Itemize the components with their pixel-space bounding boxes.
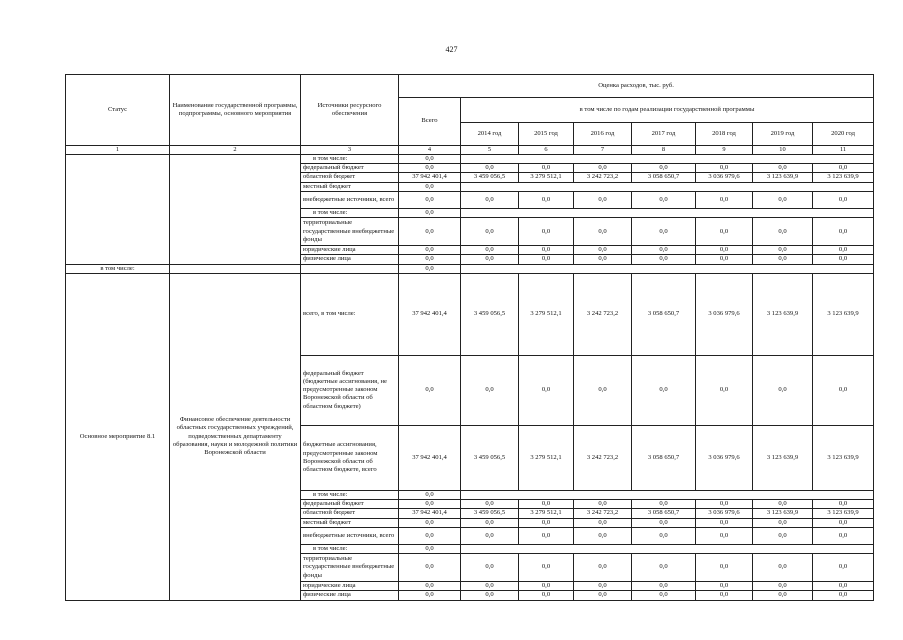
value-cell: 0,0 xyxy=(696,500,753,509)
value-cell: 0,0 xyxy=(632,500,696,509)
table-header xyxy=(66,75,874,155)
value-cell: 0,0 xyxy=(519,218,574,246)
value-cell: 3 058 650,7 xyxy=(632,509,696,518)
value-cell: 0,0 xyxy=(813,255,874,264)
value-cell: 37 942 401,4 xyxy=(399,273,461,355)
value-cell: 0,0 xyxy=(753,164,813,173)
value-cell: 0,0 xyxy=(519,355,574,425)
value-cell: 0,0 xyxy=(696,554,753,582)
value-cell: 0,0 xyxy=(399,255,461,264)
value-cell: 0,0 xyxy=(574,554,632,582)
source-cell: юридические лица xyxy=(301,246,399,255)
status-cell: Основное мероприятие 8.1 xyxy=(66,273,170,600)
value-cell: 0,0 xyxy=(574,255,632,264)
source-cell: в том числе: xyxy=(301,490,399,499)
total-cell: 0,0 xyxy=(399,182,461,191)
source-cell: физические лица xyxy=(301,255,399,264)
source-cell: федеральный бюджет xyxy=(301,500,399,509)
value-cell: 0,0 xyxy=(574,500,632,509)
value-cell: 3 036 979,6 xyxy=(696,425,753,490)
value-cell: 0,0 xyxy=(574,246,632,255)
value-cell: 0,0 xyxy=(519,246,574,255)
header-year: 2015 год xyxy=(519,123,574,146)
column-number: 1 xyxy=(66,146,170,155)
expenditure-table xyxy=(65,74,874,601)
total-cell: 0,0 xyxy=(399,544,461,553)
value-cell: 3 242 723,2 xyxy=(574,273,632,355)
value-cell: 0,0 xyxy=(574,355,632,425)
value-cell: 3 036 979,6 xyxy=(696,173,753,182)
value-cell: 37 942 401,4 xyxy=(399,425,461,490)
value-cell: 0,0 xyxy=(461,582,519,591)
value-cell: 3 058 650,7 xyxy=(632,273,696,355)
table-row xyxy=(66,273,874,355)
value-cell: 3 459 056,5 xyxy=(461,509,519,518)
value-cell: 0,0 xyxy=(574,582,632,591)
value-cell: 0,0 xyxy=(753,554,813,582)
source-cell: всего, в том числе: xyxy=(301,273,399,355)
header-status: Статус xyxy=(66,75,170,146)
value-cell: 0,0 xyxy=(519,255,574,264)
value-cell: 0,0 xyxy=(461,191,519,208)
header-year: 2018 год xyxy=(696,123,753,146)
value-cell: 0,0 xyxy=(461,518,519,527)
value-cell: 0,0 xyxy=(399,191,461,208)
source-cell: внебюджетные источники, всего xyxy=(301,191,399,208)
total-cell: 0,0 xyxy=(399,264,461,273)
value-cell: 3 459 056,5 xyxy=(461,425,519,490)
value-cell: 3 279 512,1 xyxy=(519,273,574,355)
value-cell: 0,0 xyxy=(461,554,519,582)
value-cell: 0,0 xyxy=(753,191,813,208)
value-cell: 0,0 xyxy=(632,246,696,255)
column-number: 9 xyxy=(696,146,753,155)
value-cell: 0,0 xyxy=(399,527,461,544)
value-cell: 3 123 639,9 xyxy=(753,173,813,182)
source-cell: областной бюджет xyxy=(301,173,399,182)
source-cell: юридические лица xyxy=(301,582,399,591)
value-cell: 37 942 401,4 xyxy=(399,173,461,182)
value-cell: 0,0 xyxy=(632,527,696,544)
empty-cell xyxy=(461,544,874,553)
value-cell: 3 459 056,5 xyxy=(461,273,519,355)
header-by-years: в том числе по годам реализации государственной программы xyxy=(461,98,874,123)
value-cell: 0,0 xyxy=(632,255,696,264)
value-cell: 0,0 xyxy=(753,355,813,425)
value-cell: 0,0 xyxy=(813,518,874,527)
value-cell: 0,0 xyxy=(753,500,813,509)
value-cell: 0,0 xyxy=(519,591,574,600)
value-cell: 0,0 xyxy=(632,218,696,246)
empty-cell xyxy=(461,264,874,273)
value-cell: 3 123 639,9 xyxy=(813,509,874,518)
column-number: 5 xyxy=(461,146,519,155)
value-cell: 0,0 xyxy=(461,255,519,264)
total-cell: 0,0 xyxy=(399,208,461,217)
value-cell: 0,0 xyxy=(574,591,632,600)
value-cell: 0,0 xyxy=(399,218,461,246)
column-number: 4 xyxy=(399,146,461,155)
value-cell: 0,0 xyxy=(753,246,813,255)
value-cell: 0,0 xyxy=(399,554,461,582)
value-cell: 3 058 650,7 xyxy=(632,425,696,490)
source-cell: физические лица xyxy=(301,591,399,600)
value-cell: 0,0 xyxy=(519,527,574,544)
source-cell: в том числе: xyxy=(301,208,399,217)
value-cell: 0,0 xyxy=(399,591,461,600)
value-cell: 0,0 xyxy=(696,518,753,527)
source-cell: в том числе: xyxy=(301,544,399,553)
value-cell: 3 123 639,9 xyxy=(753,509,813,518)
value-cell: 0,0 xyxy=(632,582,696,591)
header-total: Всего xyxy=(399,98,461,146)
column-number: 6 xyxy=(519,146,574,155)
value-cell: 0,0 xyxy=(813,554,874,582)
source-cell: местный бюджет xyxy=(301,518,399,527)
column-number: 7 xyxy=(574,146,632,155)
value-cell: 3 242 723,2 xyxy=(574,173,632,182)
empty-cell xyxy=(461,208,874,217)
column-number: 10 xyxy=(753,146,813,155)
empty-cell xyxy=(461,155,874,164)
value-cell: 0,0 xyxy=(574,164,632,173)
value-cell: 0,0 xyxy=(574,518,632,527)
header-estimate: Оценка расходов, тыс. руб. xyxy=(399,75,874,98)
value-cell: 3 123 639,9 xyxy=(813,425,874,490)
source-cell: в том числе: xyxy=(301,155,399,164)
status-cell: в том числе: xyxy=(66,264,170,273)
header-sources: Источники ресурсного обеспечения xyxy=(301,75,399,146)
name-cell: Финансовое обеспечение деятельности областных государственных учреждений, подведомственных департаменту образования, науки и молодежной политики Воронежской области xyxy=(170,273,301,600)
value-cell: 0,0 xyxy=(813,164,874,173)
value-cell: 0,0 xyxy=(519,518,574,527)
value-cell: 3 036 979,6 xyxy=(696,509,753,518)
value-cell: 3 242 723,2 xyxy=(574,509,632,518)
header-year: 2020 год xyxy=(813,123,874,146)
value-cell: 0,0 xyxy=(519,582,574,591)
value-cell: 0,0 xyxy=(753,582,813,591)
value-cell: 0,0 xyxy=(399,500,461,509)
value-cell: 0,0 xyxy=(753,591,813,600)
value-cell: 0,0 xyxy=(632,164,696,173)
table-body xyxy=(66,155,874,601)
value-cell: 0,0 xyxy=(399,164,461,173)
value-cell: 0,0 xyxy=(696,355,753,425)
column-number: 8 xyxy=(632,146,696,155)
value-cell: 0,0 xyxy=(813,591,874,600)
header-year: 2019 год xyxy=(753,123,813,146)
value-cell: 0,0 xyxy=(399,246,461,255)
source-cell: бюджетные ассигнования, предусмотренные законом Воронежской области об областном бюджете, всего xyxy=(301,425,399,490)
header-year: 2014 год xyxy=(461,123,519,146)
value-cell: 0,0 xyxy=(813,355,874,425)
value-cell: 0,0 xyxy=(813,246,874,255)
value-cell: 0,0 xyxy=(574,527,632,544)
table-row xyxy=(66,155,874,164)
value-cell: 0,0 xyxy=(696,527,753,544)
value-cell: 0,0 xyxy=(632,355,696,425)
value-cell: 0,0 xyxy=(813,191,874,208)
table-row xyxy=(66,264,874,273)
page-number: 427 xyxy=(445,45,458,54)
value-cell: 0,0 xyxy=(574,218,632,246)
source-cell xyxy=(301,264,399,273)
source-cell: областной бюджет xyxy=(301,509,399,518)
value-cell: 0,0 xyxy=(813,500,874,509)
value-cell: 0,0 xyxy=(696,164,753,173)
value-cell: 0,0 xyxy=(753,518,813,527)
source-cell: территориальные государственные внебюджетные фонды xyxy=(301,218,399,246)
empty-cell xyxy=(461,490,874,499)
value-cell: 3 036 979,6 xyxy=(696,273,753,355)
value-cell: 0,0 xyxy=(632,191,696,208)
value-cell: 0,0 xyxy=(519,191,574,208)
value-cell: 0,0 xyxy=(753,255,813,264)
header-year: 2016 год xyxy=(574,123,632,146)
value-cell: 0,0 xyxy=(461,591,519,600)
source-cell: федеральный бюджет xyxy=(301,164,399,173)
source-cell: внебюджетные источники, всего xyxy=(301,527,399,544)
value-cell: 3 242 723,2 xyxy=(574,425,632,490)
header-year: 2017 год xyxy=(632,123,696,146)
column-number: 3 xyxy=(301,146,399,155)
total-cell: 0,0 xyxy=(399,490,461,499)
value-cell: 37 942 401,4 xyxy=(399,509,461,518)
name-cell xyxy=(170,155,301,265)
value-cell: 0,0 xyxy=(696,191,753,208)
status-cell xyxy=(66,155,170,265)
value-cell: 3 279 512,1 xyxy=(519,509,574,518)
value-cell: 0,0 xyxy=(696,246,753,255)
source-cell: федеральный бюджет (бюджетные ассигнования, не предусмотренные законом Воронежской области об областном бюджете) xyxy=(301,355,399,425)
source-cell: местный бюджет xyxy=(301,182,399,191)
value-cell: 0,0 xyxy=(461,355,519,425)
total-cell: 0,0 xyxy=(399,155,461,164)
value-cell: 3 279 512,1 xyxy=(519,173,574,182)
value-cell: 0,0 xyxy=(461,164,519,173)
header-name: Наименование государственной программы, подпрограммы, основного мероприятия xyxy=(170,75,301,146)
value-cell: 0,0 xyxy=(461,527,519,544)
value-cell: 0,0 xyxy=(519,554,574,582)
value-cell: 3 058 650,7 xyxy=(632,173,696,182)
source-cell: территориальные государственные внебюджетные фонды xyxy=(301,554,399,582)
value-cell: 0,0 xyxy=(632,591,696,600)
value-cell: 0,0 xyxy=(461,500,519,509)
value-cell: 3 123 639,9 xyxy=(813,173,874,182)
value-cell: 0,0 xyxy=(813,218,874,246)
empty-cell xyxy=(461,182,874,191)
value-cell: 0,0 xyxy=(696,582,753,591)
value-cell: 0,0 xyxy=(461,218,519,246)
value-cell: 0,0 xyxy=(753,218,813,246)
value-cell: 0,0 xyxy=(696,255,753,264)
value-cell: 3 123 639,9 xyxy=(753,273,813,355)
value-cell: 0,0 xyxy=(574,191,632,208)
value-cell: 0,0 xyxy=(399,355,461,425)
value-cell: 3 123 639,9 xyxy=(813,273,874,355)
value-cell: 0,0 xyxy=(632,518,696,527)
value-cell: 0,0 xyxy=(696,591,753,600)
value-cell: 0,0 xyxy=(753,527,813,544)
value-cell: 3 123 639,9 xyxy=(753,425,813,490)
value-cell: 0,0 xyxy=(519,164,574,173)
column-number: 11 xyxy=(813,146,874,155)
value-cell: 0,0 xyxy=(399,518,461,527)
value-cell: 0,0 xyxy=(519,500,574,509)
value-cell: 0,0 xyxy=(461,246,519,255)
value-cell: 0,0 xyxy=(632,554,696,582)
column-number: 2 xyxy=(170,146,301,155)
value-cell: 3 459 056,5 xyxy=(461,173,519,182)
value-cell: 0,0 xyxy=(696,218,753,246)
name-cell xyxy=(170,264,301,273)
value-cell: 0,0 xyxy=(813,527,874,544)
value-cell: 0,0 xyxy=(399,582,461,591)
value-cell: 0,0 xyxy=(813,582,874,591)
value-cell: 3 279 512,1 xyxy=(519,425,574,490)
